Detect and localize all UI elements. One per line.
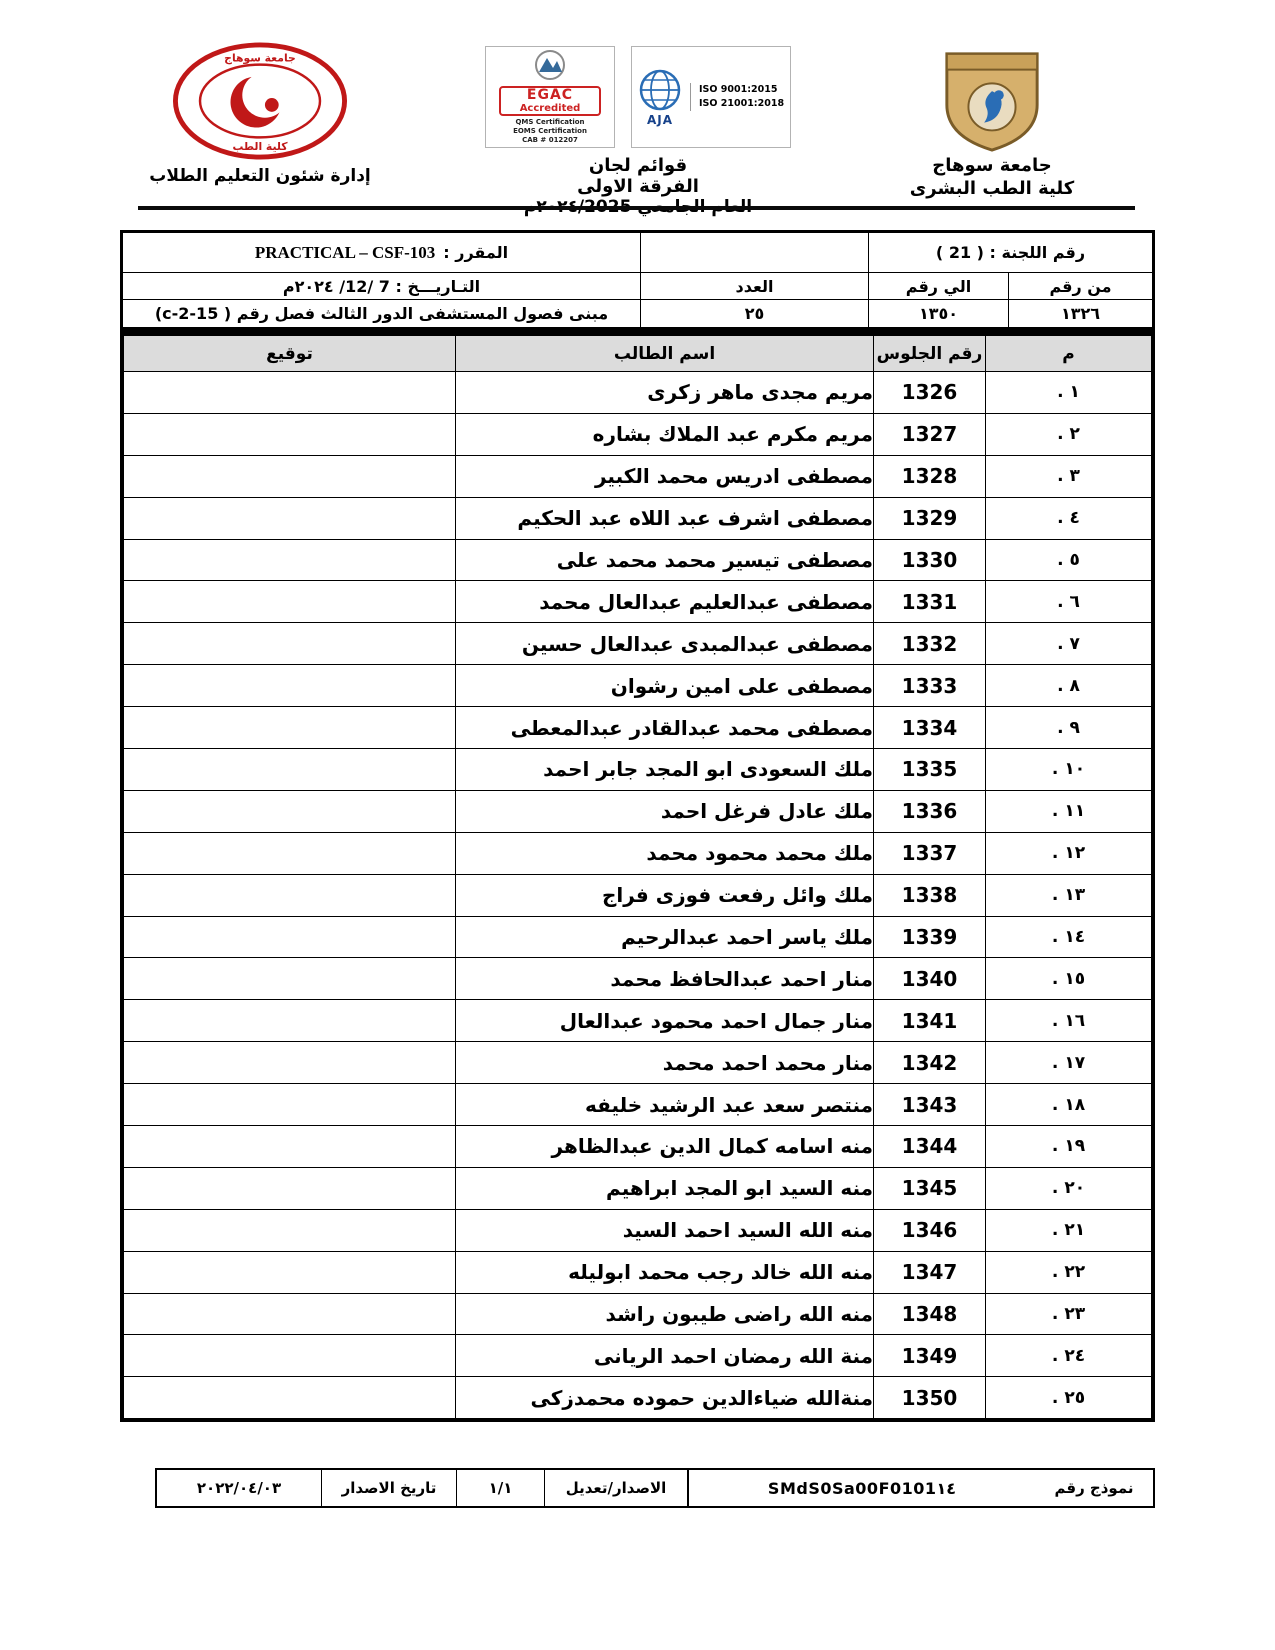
issue-value: ١/١	[457, 1470, 545, 1506]
col-header-signature: توقيع	[124, 336, 456, 372]
row-seat: 1340	[874, 958, 986, 1000]
table-row	[124, 1335, 1152, 1377]
row-seat: 1336	[874, 790, 986, 832]
table-row	[124, 707, 1152, 749]
egac-cert-line: EOMS Certification	[513, 127, 587, 135]
form-number-value: SMdS0Sa00F0101١٤	[688, 1470, 1035, 1506]
row-index: ٢١ .	[986, 1209, 1152, 1251]
row-index: ٢٣ .	[986, 1293, 1152, 1335]
row-signature-cell	[124, 665, 456, 707]
student-table-body	[124, 372, 1152, 1419]
row-signature-cell	[124, 581, 456, 623]
row-name: منةالله ضياءالدين حموده محمدزكى	[456, 1377, 874, 1419]
header-right	[872, 48, 1112, 200]
row-seat: 1341	[874, 1000, 986, 1042]
row-seat: 1343	[874, 1084, 986, 1126]
to-number-label: الي رقم	[869, 273, 1009, 300]
table-row	[124, 749, 1152, 791]
table-row	[124, 1084, 1152, 1126]
university-name: جامعة سوهاج	[932, 155, 1052, 176]
row-signature-cell	[124, 707, 456, 749]
egac-logo	[485, 46, 615, 148]
row-signature-cell	[124, 1293, 456, 1335]
crest-bottom-text: كلية الطب	[232, 140, 288, 154]
row-seat: 1347	[874, 1251, 986, 1293]
row-name: منه الله السيد احمد السيد	[456, 1209, 874, 1251]
row-index: ٢٠ .	[986, 1167, 1152, 1209]
col-header-index: م	[986, 336, 1152, 372]
table-row	[124, 790, 1152, 832]
row-name: مصطفى عبدالمبدى عبدالعال حسين	[456, 623, 874, 665]
row-name: مريم مجدى ماهر زكرى	[456, 372, 874, 414]
list-title: قوائم لجان	[588, 155, 688, 176]
row-index: ١٠ .	[986, 749, 1152, 791]
to-number-value: ١٣٥٠	[869, 300, 1009, 328]
row-name: منه الله راضى طيبون راشد	[456, 1293, 874, 1335]
row-name: مصطفى ادريس محمد الكبير	[456, 455, 874, 497]
row-index: ١٧ .	[986, 1042, 1152, 1084]
row-name: منه السيد ابو المجد ابراهيم	[456, 1167, 874, 1209]
row-seat: 1339	[874, 916, 986, 958]
row-seat: 1329	[874, 497, 986, 539]
egac-cert-line: QMS Certification	[515, 118, 585, 126]
committee-number: رقم اللجنة : ( 21 )	[869, 233, 1152, 273]
table-row	[124, 958, 1152, 1000]
table-row	[124, 497, 1152, 539]
from-number-value: ١٣٢٦	[1009, 300, 1152, 328]
row-name: منة الله رمضان احمد الريانى	[456, 1335, 874, 1377]
row-seat: 1334	[874, 707, 986, 749]
row-seat: 1333	[874, 665, 986, 707]
row-name: مصطفى على امين رشوان	[456, 665, 874, 707]
row-signature-cell	[124, 497, 456, 539]
row-signature-cell	[124, 1042, 456, 1084]
row-name: ملك السعودى ابو المجد جابر احمد	[456, 749, 874, 791]
header-center	[448, 46, 828, 217]
row-index: ١٦ .	[986, 1000, 1152, 1042]
globe-icon	[638, 68, 682, 112]
row-signature-cell	[124, 832, 456, 874]
row-index: ٦ .	[986, 581, 1152, 623]
row-seat: 1349	[874, 1335, 986, 1377]
grade-title: الفرقة الاولى	[577, 176, 699, 197]
row-seat: 1348	[874, 1293, 986, 1335]
row-index: ٢٢ .	[986, 1251, 1152, 1293]
row-signature-cell	[124, 1000, 456, 1042]
table-row	[124, 1377, 1152, 1419]
row-signature-cell	[124, 790, 456, 832]
row-signature-cell	[124, 1167, 456, 1209]
row-index: ١٤ .	[986, 916, 1152, 958]
row-name: مصطفى تيسير محمد محمد على	[456, 539, 874, 581]
count-label: العدد	[641, 273, 869, 300]
faculty-logo-icon	[171, 42, 349, 160]
table-row	[124, 1042, 1152, 1084]
count-value: ٢٥	[641, 300, 869, 328]
row-name: ملك محمد محمود محمد	[456, 832, 874, 874]
row-seat: 1331	[874, 581, 986, 623]
issue-date-label: تاريخ الاصدار	[322, 1470, 457, 1506]
row-name: ملك عادل فرغل احمد	[456, 790, 874, 832]
issue-label: الاصدار/تعديل	[545, 1470, 688, 1506]
aja-name: AJA	[646, 112, 674, 127]
table-row	[124, 874, 1152, 916]
table-row	[124, 1167, 1152, 1209]
header-divider	[138, 206, 1135, 210]
row-name: منار محمد احمد محمد	[456, 1042, 874, 1084]
col-header-seat: رقم الجلوس	[874, 336, 986, 372]
row-signature-cell	[124, 372, 456, 414]
table-row	[124, 832, 1152, 874]
row-index: ٥ .	[986, 539, 1152, 581]
aja-left	[638, 68, 682, 127]
row-index: ١١ .	[986, 790, 1152, 832]
table-row	[124, 623, 1152, 665]
row-name: ملك وائل رفعت فوزى فراج	[456, 874, 874, 916]
table-row	[124, 1000, 1152, 1042]
row-index: ٨ .	[986, 665, 1152, 707]
row-index: ٤ .	[986, 497, 1152, 539]
row-index: ٩ .	[986, 707, 1152, 749]
row-name: منه اسامه كمال الدين عبدالظاهر	[456, 1126, 874, 1168]
row-name: مصطفى اشرف عبد اللاه عبد الحكيم	[456, 497, 874, 539]
row-signature-cell	[124, 413, 456, 455]
egac-badge	[499, 86, 601, 116]
row-index: ١٢ .	[986, 832, 1152, 874]
iso-line: ISO 9001:2015	[699, 84, 778, 95]
row-seat: 1337	[874, 832, 986, 874]
egac-mountain-icon	[527, 49, 573, 81]
row-signature-cell	[124, 1084, 456, 1126]
row-name: ملك ياسر احمد عبدالرحيم	[456, 916, 874, 958]
course-code: PRACTICAL – CSF-103	[254, 242, 436, 262]
row-seat: 1342	[874, 1042, 986, 1084]
row-seat: 1345	[874, 1167, 986, 1209]
table-row	[124, 372, 1152, 414]
row-seat: 1332	[874, 623, 986, 665]
row-name: منه الله خالد رجب محمد ابوليله	[456, 1251, 874, 1293]
crest-top-text: جامعة سوهاج	[224, 51, 296, 65]
row-index: ٢٥ .	[986, 1377, 1152, 1419]
row-name: مصطفى محمد عبدالقادر عبدالمعطى	[456, 707, 874, 749]
table-header-row	[124, 336, 1152, 372]
row-seat: 1335	[874, 749, 986, 791]
row-signature-cell	[124, 1209, 456, 1251]
aja-logo	[631, 46, 791, 148]
row-signature-cell	[124, 916, 456, 958]
table-row	[124, 665, 1152, 707]
row-name: مصطفى عبدالعليم عبدالعال محمد	[456, 581, 874, 623]
table-row	[124, 539, 1152, 581]
egac-cab-line: CAB # 012207	[522, 136, 578, 144]
table-row	[124, 916, 1152, 958]
header-left	[138, 42, 382, 186]
row-signature-cell	[124, 539, 456, 581]
exam-location: مبنى فصول المستشفى الدور الثالث فصل رقم ( c-2-15)	[123, 300, 641, 328]
table-row	[124, 581, 1152, 623]
row-name: مريم مكرم عبد الملاك بشاره	[456, 413, 874, 455]
row-seat: 1326	[874, 372, 986, 414]
course-cell	[123, 233, 641, 273]
row-signature-cell	[124, 1335, 456, 1377]
row-signature-cell	[124, 1377, 456, 1419]
table-row	[124, 1251, 1152, 1293]
accreditation-row	[448, 46, 828, 148]
row-index: ٣ .	[986, 455, 1152, 497]
separator-bar	[123, 328, 1152, 335]
row-index: ١ .	[986, 372, 1152, 414]
committee-info-grid	[123, 233, 1152, 328]
row-index: ٢٤ .	[986, 1335, 1152, 1377]
empty-cell	[641, 233, 869, 273]
row-signature-cell	[124, 1251, 456, 1293]
row-signature-cell	[124, 455, 456, 497]
row-seat: 1328	[874, 455, 986, 497]
department-title: إدارة شئون التعليم الطلاب	[149, 166, 371, 186]
university-logo-icon	[942, 48, 1042, 154]
row-index: ٧ .	[986, 623, 1152, 665]
row-signature-cell	[124, 874, 456, 916]
egac-accredited: Accredited	[519, 103, 581, 114]
row-index: ٢ .	[986, 413, 1152, 455]
table-row	[124, 455, 1152, 497]
table-row	[124, 413, 1152, 455]
row-seat: 1327	[874, 413, 986, 455]
row-signature-cell	[124, 958, 456, 1000]
row-index: ١٥ .	[986, 958, 1152, 1000]
table-row	[124, 1126, 1152, 1168]
table-row	[124, 1209, 1152, 1251]
row-seat: 1344	[874, 1126, 986, 1168]
row-name: منار جمال احمد محمود عبدالعال	[456, 1000, 874, 1042]
row-seat: 1350	[874, 1377, 986, 1419]
row-index: ١٣ .	[986, 874, 1152, 916]
table-row	[124, 1293, 1152, 1335]
col-header-name: اسم الطالب	[456, 336, 874, 372]
form-number-label: نموذج رقم	[1054, 1479, 1134, 1497]
row-index: ١٩ .	[986, 1126, 1152, 1168]
egac-name: EGAC	[526, 87, 574, 103]
aja-iso-block	[690, 83, 784, 111]
row-index: ١٨ .	[986, 1084, 1152, 1126]
issue-date-value: ٢٠٢٢/٠٤/٠٣	[157, 1470, 322, 1506]
footer-bar	[155, 1468, 1155, 1508]
committee-table	[120, 230, 1155, 1422]
iso-line: ISO 21001:2018	[699, 98, 785, 109]
row-seat: 1346	[874, 1209, 986, 1251]
faculty-name: كلية الطب البشرى	[909, 178, 1075, 199]
from-number-label: من رقم	[1009, 273, 1152, 300]
row-name: منتصر سعد عبد الرشيد خليفه	[456, 1084, 874, 1126]
course-label: المقرر :	[443, 243, 509, 262]
row-signature-cell	[124, 1126, 456, 1168]
row-seat: 1338	[874, 874, 986, 916]
row-name: منار احمد عبدالحافظ محمد	[456, 958, 874, 1000]
student-table	[123, 335, 1152, 1419]
exam-date: التـاريـــخ : 7 /12/ ٢٠٢٤م	[123, 273, 641, 300]
row-signature-cell	[124, 749, 456, 791]
row-signature-cell	[124, 623, 456, 665]
row-seat: 1330	[874, 539, 986, 581]
